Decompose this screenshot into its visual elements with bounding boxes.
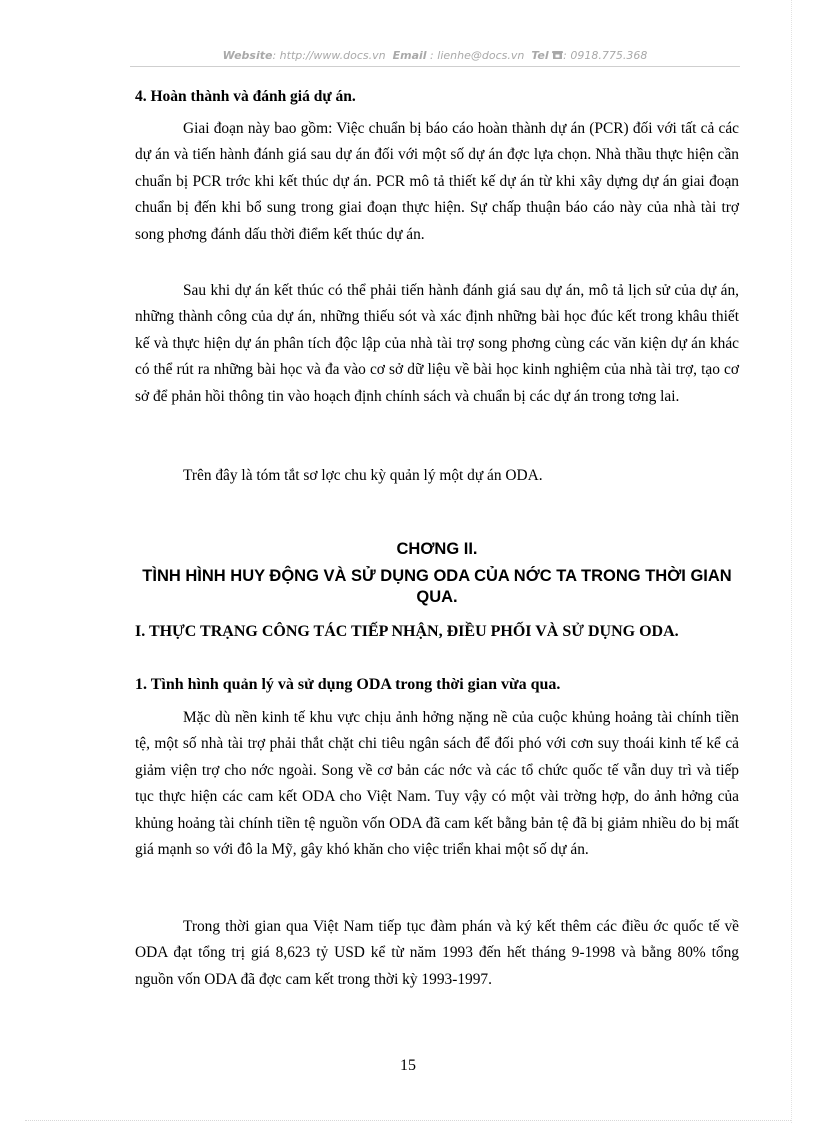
section-4-heading: 4. Hoàn thành và đánh giá dự án. bbox=[135, 88, 356, 105]
section-i-paragraph-1: Mặc dù nền kinh tế khu vực chịu ảnh hởng nặng nề của cuộc khủng hoảng tài chính tiền tệ, một số nhà tài trợ phải thắt chặt chi tiêu ngân sách để đối phó với cơn suy thoái kinh tế kể cả giảm viện trợ cho nớc ngoài. Song về cơ bản các nớc và các tổ chức quốc tế vẫn duy trì và tiếp tục thực hiện các cam kết ODA cho Việt Nam. Tuy vậy có một vài trờng hợp, do ảnh hởng của khủng hoảng tài chính tiền tệ nguồn vốn ODA đã cam kết bằng bản tệ đã bị giảm nhiều do bị mất giá mạnh so với đô la Mỹ, gây khó khăn cho việc triển khai một số dự án. bbox=[135, 709, 739, 859]
website-label: Website bbox=[222, 49, 273, 62]
tel-value: : 0918.775.368 bbox=[563, 49, 648, 62]
section-i-heading: I. THỰC TRẠNG CÔNG TÁC TIẾP NHẬN, ĐIỀU PHỐI VÀ SỬ DỤNG ODA. bbox=[135, 623, 679, 640]
section-4-paragraph-3: Trên đây là tóm tắt sơ lợc chu kỳ quản lý một dự án ODA. bbox=[183, 467, 543, 484]
section-4-paragraph-1: Giai đoạn này bao gồm: Việc chuẩn bị báo cáo hoàn thành dự án (PCR) đối với tất cả các dự án và tiến hành đánh giá sau dự án đối với một số dự án đợc lựa chọn. Nhà thầu thực hiện cần chuẩn bị PCR trớc khi kết thúc dự án. PCR mô tả thiết kế dự án từ khi xây dựng dự án giai đoạn chuẩn bị đến khi bổ sung trong giai đoạn thực hiện. Sự chấp thuận báo cáo này của nhà tài trợ song phơng đánh dấu thời điểm kết thúc dự án. bbox=[135, 120, 739, 243]
website-value: : http://www.docs.vn bbox=[272, 49, 386, 62]
page-number: 15 bbox=[400, 1057, 416, 1074]
telephone-icon bbox=[552, 50, 563, 60]
right-dotted-rule bbox=[791, 0, 792, 1123]
email-value: : lienhe@docs.vn bbox=[426, 49, 525, 62]
email-label: Email bbox=[392, 49, 427, 62]
tel-label: Tel bbox=[531, 49, 549, 62]
footer-dotted-rule bbox=[25, 1120, 791, 1121]
page-header bbox=[130, 49, 740, 62]
chapter-number: CHƠNG II. bbox=[396, 540, 478, 558]
header-rule bbox=[130, 66, 740, 67]
chapter-title: TÌNH HÌNH HUY ĐỘNG VÀ SỬ DỤNG ODA CỦA NỚC TA TRONG THỜI GIAN QUA. bbox=[142, 567, 732, 606]
section-i-subheading: 1. Tình hình quản lý và sử dụng ODA trong thời gian vừa qua. bbox=[135, 676, 561, 693]
section-4-paragraph-2: Sau khi dự án kết thúc có thể phải tiến hành đánh giá sau dự án, mô tả lịch sử của dự án, những thành công của dự án, những thiếu sót và xác định những bài học đúc kết trong khâu thiết kế và thực hiện dự án phân tích độc lập của nhà tài trợ song phơng cùng các văn kiện dự án khác có thể rút ra những bài học và đa vào cơ sở dữ liệu về bài học kinh nghiệm của nhà tài trợ, tạo cơ sở để phản hồi thông tin vào hoạch định chính sách và chuẩn bị các dự án trong tơng lai. bbox=[135, 282, 739, 405]
section-i-paragraph-2: Trong thời gian qua Việt Nam tiếp tục đàm phán và ký kết thêm các điều ớc quốc tế về ODA đạt tổng trị giá 8,623 tỷ USD kể từ năm 1993 đến hết tháng 9-1998 và bằng 80% tổng nguồn vốn ODA đã đợc cam kết trong thời kỳ 1993-1997. bbox=[135, 918, 739, 988]
